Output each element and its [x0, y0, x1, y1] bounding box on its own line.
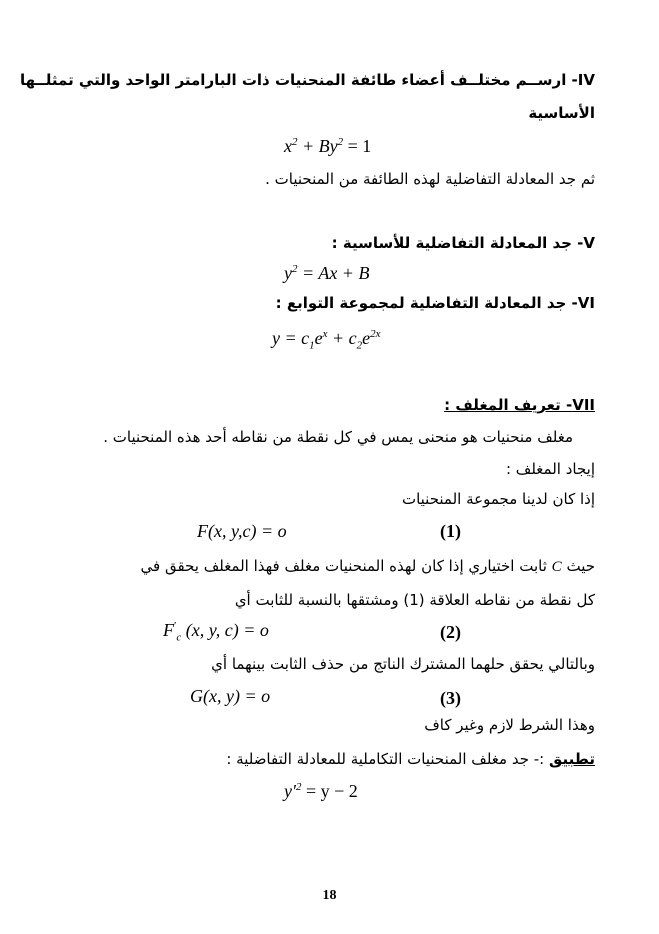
common-solution-text: وبالتالي يحقق حلهما المشترك الناتج من حذف الثابت بينهما أي — [211, 655, 595, 673]
constant-explanation: حيث C ثابت اختياري إذا كان لهذه المنحنيات مغلف فهذا المغلف يحقق في — [140, 557, 595, 575]
section-iv-title-continued: الأساسية — [528, 104, 595, 122]
condition-note: وهذا الشرط لازم وغير كاف — [424, 716, 595, 734]
derivative-condition: كل نقطة من نقاطه العلاقة (1) ومشتقها بالنسبة للثابت أي — [234, 591, 595, 609]
section-vi-title: VI- جد المعادلة التفاضلية لمجموعة التوابع : — [275, 294, 595, 312]
page-number: 18 — [322, 888, 337, 903]
envelope-definition: مغلف منحنيات هو منحنى يمس في كل نقطة من نقاطه أحد هذه المنحنيات . — [103, 428, 573, 446]
application-task: تطبيق :- جد مغلف المنحنيات التكاملية للمعادلة التفاضلية : — [226, 750, 595, 768]
equation-2-number: (2) — [440, 622, 461, 642]
equation-2: $F'_c$ (x, y, c) = o — [163, 620, 269, 644]
equation-1: F(x, y,c) = o — [197, 521, 287, 541]
section-v-title: V- جد المعادلة التفاضلية للأساسية : — [331, 234, 595, 252]
equation-vi: $y = c_1e^x + c_2e^{2x}$ — [272, 328, 381, 352]
equation-3: G(x, y) = o — [190, 686, 271, 706]
equation-v: $y^2 = Ax + B$ — [284, 263, 370, 283]
section-vii-title: VII- تعريف المغلف : — [444, 396, 595, 414]
equation-family-iv: $x^2 + By^2 = 1$ — [284, 136, 372, 156]
section-iv-title: IV- ارســم مختلــف أعضاء طائفة المنحنيات ذات البارامتر الواحد والتي تمثلــها — [19, 71, 595, 89]
equation-1-number: (1) — [440, 521, 461, 541]
equation-3-number: (3) — [440, 688, 461, 708]
equation-application: $y'^2 = y - 2$ — [284, 781, 358, 801]
curve-family-intro: إذا كان لدينا مجموعة المنحنيات — [401, 490, 595, 508]
finding-envelope-heading: إيجاد المغلف : — [505, 460, 595, 478]
application-label: تطبيق — [548, 750, 595, 768]
section-iv-instruction: ثم جد المعادلة التفاضلية لهذه الطائفة من المنحنيات . — [265, 170, 595, 188]
